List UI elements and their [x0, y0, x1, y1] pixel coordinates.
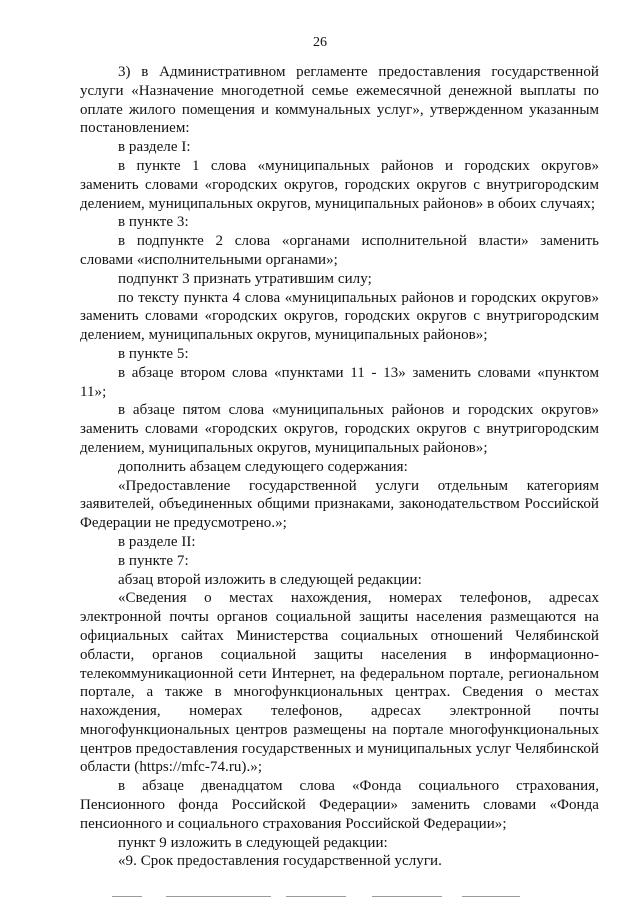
scan-artifact-line [462, 896, 520, 897]
paragraph: «Сведения о местах нахождения, номерах телефонов, адресах электронной почты органов социальной защиты населения размещаются на официальных сайтах Министерства социальных отношений Челябинской области, органов социальной защиты населения в информационно-телекоммуникационной сети Интернет, на федеральном портале, региональном портале, а также в многофункциональных центрах. Сведения о местах нахождения, номерах телефонов, адресах электронной почты многофункциональных центров размещены на портале многофункциональных центров предоставления государственных и муниципальных услуг Челябинской области (https://mfc-74.ru).»; [80, 590, 599, 776]
page-number: 26 [313, 35, 327, 50]
paragraph: 3) в Административном регламенте предоставления государственной услуги «Назначение многодетной семье ежемесячной денежной выплаты по оплате жилого помещения и коммунальных услуг», утвержденном указанным постановлением: [80, 64, 599, 137]
scan-artifact-line [372, 896, 442, 897]
paragraph: подпункт 3 признать утратившим силу; [118, 270, 372, 287]
paragraph: дополнить абзацем следующего содержания: [118, 458, 408, 475]
paragraph: «Предоставление государственной услуги отдельным категориям заявителей, объединенных общими признаками, законодательством Российской Федерации не предусмотрено.»; [80, 477, 599, 532]
paragraph: в пункте 1 слова «муниципальных районов и городских округов» заменить словами «городских округов, городских округов с внутригородским делением, муниципальных округов, муниципальных районов» в обоих случаях; [80, 157, 599, 212]
paragraph: в пункте 3: [118, 214, 189, 231]
paragraph: в разделе I: [118, 139, 191, 156]
paragraph: в пункте 7: [118, 552, 189, 569]
scan-artifact-line [166, 896, 271, 897]
paragraph: в подпункте 2 слова «органами исполнительной власти» заменить словами «исполнительными органами»; [80, 233, 599, 268]
paragraph: по тексту пункта 4 слова «муниципальных районов и городских округов» заменить словами «городских округов, городских округов с внутригородским делением, муниципальных округов, муниципальных районов»; [80, 289, 599, 344]
scan-artifact-line [112, 896, 142, 897]
paragraph: в пункте 5: [118, 345, 189, 362]
paragraph: пункт 9 изложить в следующей редакции: [118, 834, 388, 851]
paragraph: в абзаце пятом слова «муниципальных районов и городских округов» заменить словами «городских округов, городских округов с внутригородским делением, муниципальных округов, муниципальных районов»; [80, 402, 599, 456]
paragraph: в абзаце двенадцатом слова «Фонда социального страхования, Пенсионного фонда Российской Федерации» заменить словами «Фонда пенсионного и социального страхования Российской Федерации»; [80, 778, 599, 832]
paragraph: в абзаце втором слова «пунктами 11 - 13» заменить словами «пунктом 11»; [80, 364, 599, 400]
scan-artifact-line [286, 896, 346, 897]
paragraph: «9. Срок предоставления государственной услуги. [118, 853, 442, 870]
paragraph: в разделе II: [118, 533, 196, 550]
paragraph: абзац второй изложить в следующей редакции: [118, 571, 422, 588]
document-body [80, 63, 599, 871]
